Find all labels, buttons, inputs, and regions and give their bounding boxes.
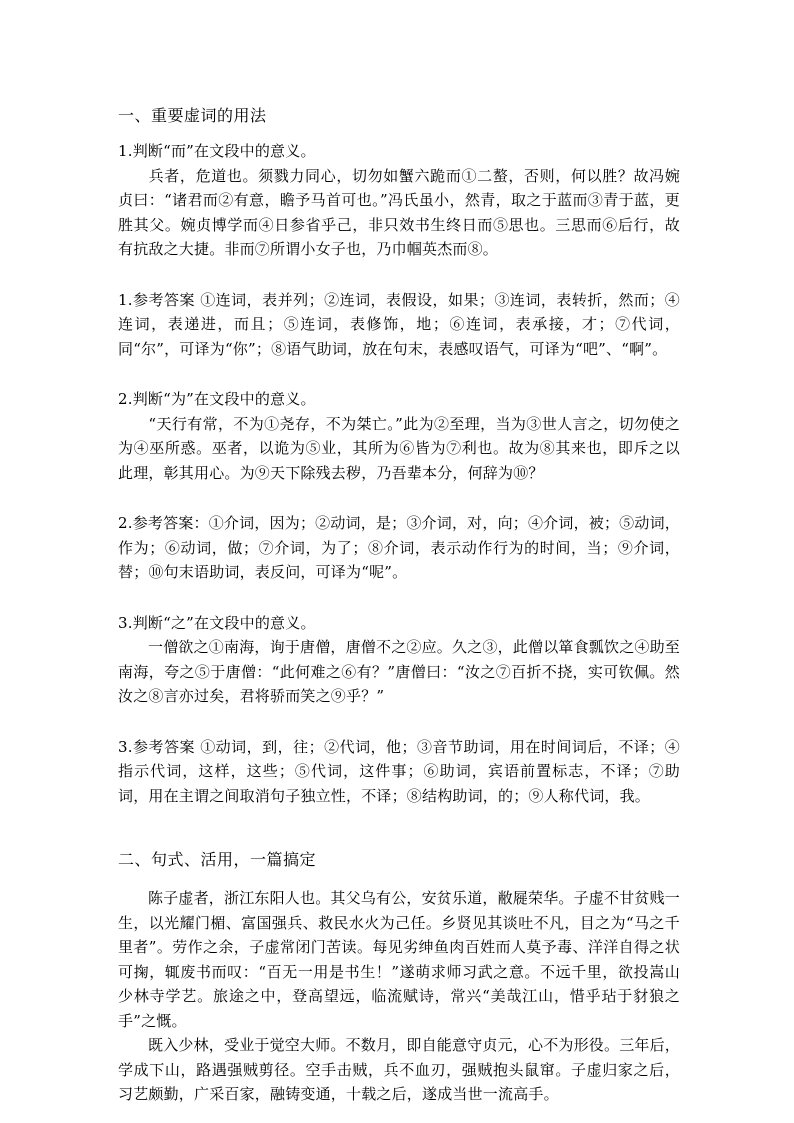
section-1-heading: 一、重要虚词的用法 <box>118 106 267 125</box>
question-1-prompt: 1.判断“而”在文段中的意义。 <box>118 142 316 160</box>
question-2-answer: 2.参考答案：①介词，因为；②动词，是；③介词，对，向；④介词，被；⑤动词，作为；⑥动词，做；⑦介词，为了；⑧介词，表示动作行为的时间，当；⑨介词，替；⑩句末语助词，表反问，可译为“呢”。 <box>118 514 680 581</box>
question-2-prompt: 2.判断“为”在文段中的意义。 <box>118 390 316 408</box>
question-1-passage: 兵者，危道也。须戮力同心，切勿如蟹六跪而①二螯，否则，何以胜？故冯婉贞曰：“诸君而②有意，瞻予马首可也。”冯氏虽小，然青，取之于蓝而③青于蓝，更胜其父。婉贞博学而④日参省乎己，非只效书生终日而⑤思也。三思而⑥后行，故有抗敌之大捷。非而⑦所谓小女子也，乃巾帼英杰而⑧。 <box>118 166 680 258</box>
section-2-heading: 二、句式、活用，一篇搞定 <box>118 850 317 869</box>
question-3-prompt: 3.判断“之”在文段中的意义。 <box>118 613 316 632</box>
question-2-passage: “天行有常，不为①尧存，不为桀亡。”此为②至理，当为③世人言之，切勿使之为④巫所惑。巫者，以诡为⑤业，其所为⑥皆为⑦利也。故为⑧其来也，即斥之以此理，彰其用心。为⑨天下除残去秽，乃吾辈本分，何辞为⑩？ <box>118 414 680 482</box>
document-page <box>118 104 680 1107</box>
section-2-paragraph-1: 陈子虚者，浙江东阳人也。其父乌有公，安贫乐道，敝屣荣华。子虚不甘贫贱一生，以光耀门楣、富国强兵、救民水火为己任。乡贤见其谈吐不凡，目之为“马之千里者”。劳作之余，子虚常闭门苦读。每见劣绅鱼肉百姓而人莫予毒、洋洋自得之状可掬，辄废书而叹：“百无一用是书生！”遂萌求师习武之意。不远千里，欲投嵩山少林寺学艺。旅途之中，登高望远，临流赋诗，常兴“美哉江山，惜乎玷于豺狼之手”之慨。 <box>118 889 681 1030</box>
question-3-passage: 一僧欲之①南海，询于唐僧，唐僧不之②应。久之③，此僧以箪食瓢饮之④助至南海，夸之⑤于唐僧：“此何难之⑥有？”唐僧曰：“汝之⑦百折不挠，实可钦佩。然汝之⑧言亦过矣，君将骄而笑之⑨乎？” <box>118 638 681 705</box>
section-2-paragraph-2: 既入少林，受业于觉空大师。不数月，即自能意守贞元，心不为形役。三年后，学成下山，路遇强贼剪径。空手击贼，兵不血刃，强贼抱头鼠窜。子虚归家之后，习艺颇勤，广采百家，融铸变通，十载之后，遂成当世一流高手。 <box>118 1036 681 1103</box>
question-3-answer: 3.参考答案 ①动词，到，往；②代词，他；③音节助词，用在时间词后，不译；④指示代词，这样，这些；⑤代词，这件事；⑥助词，宾语前置标志，不译；⑦助词，用在主谓之间取消句子独立性，不译；⑧结构助词，的；⑨人称代词，我。 <box>118 737 680 805</box>
question-1-answer: 1.参考答案 ①连词，表并列；②连词，表假设，如果；③连词，表转折，然而；④连词，表递进，而且；⑤连词，表修饰，地；⑥连词，表承接，才；⑦代词，同“尔”，可译为“你”；⑧语气助词，放在句末，表感叹语气，可译为“吧”、“啊”。 <box>118 290 680 358</box>
